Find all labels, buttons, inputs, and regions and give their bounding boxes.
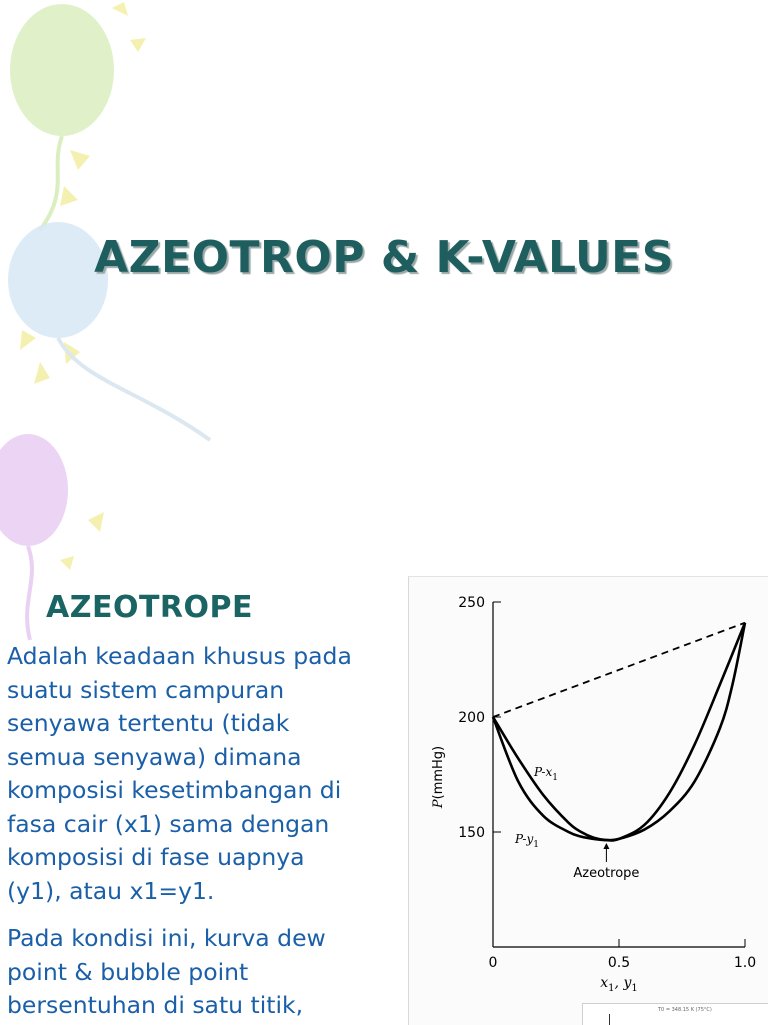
y-tick-label: 250	[458, 595, 485, 611]
y-axis-label-symbol: P	[431, 799, 446, 809]
azeotrope-arrow-head	[603, 843, 609, 849]
balloon-pink-string	[27, 546, 32, 640]
sun-ray	[20, 330, 36, 350]
sun-ray	[112, 2, 128, 16]
series-layer	[493, 623, 745, 841]
slide-title: AZEOTROP & K-VALUES	[94, 232, 674, 283]
paragraph-line: fasa cair (x1) sama dengan	[7, 809, 330, 838]
paragraph-line: suatu sistem campuran	[7, 675, 285, 704]
x-axis-label	[600, 975, 637, 994]
balloon-green-string	[40, 136, 62, 230]
series-label-p-y1-main: P-y	[515, 832, 534, 846]
y-axis-label-unit: (mmHg)	[431, 745, 446, 800]
sun-ray	[60, 186, 78, 206]
y-axis-label	[431, 746, 446, 809]
sun-rays-lower	[60, 512, 104, 570]
condition-paragraph	[7, 922, 417, 1023]
series-label-p-x1-main: P-x	[534, 765, 553, 779]
sun-ray	[60, 556, 74, 570]
sun-ray	[70, 150, 90, 170]
series-label-p-x1	[533, 765, 558, 783]
sun-ray	[130, 38, 146, 52]
paragraph-line: komposisi kesetimbangan di	[7, 776, 342, 804]
balloon-blue-string	[58, 338, 210, 440]
sun-ray	[34, 362, 50, 384]
series-line-p-x1	[493, 623, 745, 841]
paragraph-line: bersentuhan di satu titik,	[7, 991, 304, 1019]
balloon-green	[10, 4, 114, 136]
x-axis-label-sub2: 1	[631, 983, 638, 994]
azeotrope-figure-panel	[408, 576, 768, 1025]
x-axis-label-sub1: 1	[608, 983, 615, 994]
paragraph-line: komposisi di fase uapnya	[7, 843, 305, 871]
sun-ray	[88, 512, 104, 532]
balloon-pink	[0, 434, 68, 546]
paragraph-line: point & bubble point	[7, 957, 249, 986]
next-figure-caption: T0 = 348.15 K (75°C)	[658, 1007, 712, 1013]
paragraph-line: (y1), atau x1=y1.	[7, 876, 215, 905]
paragraph-line: Adalah keadaan khusus pada	[7, 642, 352, 670]
next-figure-fragment	[582, 1003, 768, 1025]
series-line-ideal-tie	[493, 623, 745, 717]
paragraph-line: semua senyawa) dimana	[7, 742, 302, 771]
x-tick-label: 0	[488, 955, 498, 971]
x-tick-label: 1.0	[733, 955, 757, 971]
section-heading: AZEOTROPE	[46, 590, 254, 625]
paragraph-line: Pada kondisi ini, kurva dew	[7, 924, 326, 952]
y-tick-label: 150	[458, 825, 485, 841]
x-ticks	[489, 939, 757, 971]
series-line-p-y1	[493, 623, 745, 840]
definition-paragraph	[7, 640, 417, 908]
next-figure-axis	[609, 1014, 610, 1025]
chart-axes	[493, 602, 745, 947]
series-label-p-y1-sub: 1	[533, 840, 539, 850]
x-axis-label-x: x	[600, 975, 609, 991]
x-axis-label-sep: , y	[614, 975, 632, 991]
series-label-p-x1-sub: 1	[552, 773, 558, 783]
x-tick-label: 0.5	[607, 955, 631, 971]
series-label-p-y1	[514, 832, 539, 850]
azeotrope-annotation: Azeotrope	[573, 866, 640, 882]
y-tick-label: 200	[458, 710, 485, 726]
azeotrope-chart	[409, 577, 768, 1025]
paragraph-line: senyawa tertentu (tidak	[7, 709, 290, 737]
